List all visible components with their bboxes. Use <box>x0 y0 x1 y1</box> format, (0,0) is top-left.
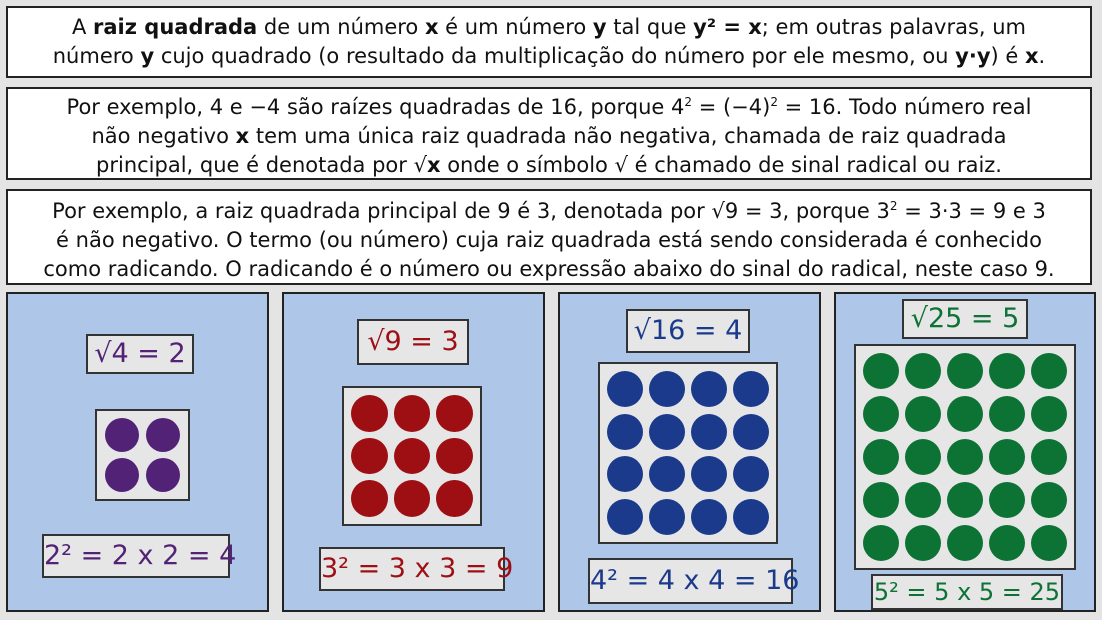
dot <box>394 395 431 432</box>
definition-line-1: A raiz quadrada de um número x é um número y tal que y² = x; em outras palavras, um <box>71 15 1026 39</box>
example-16-line-3: principal, que é denotada por √x onde o símbolo √ é chamado de sinal radical ou raiz. <box>96 153 1002 177</box>
root-label: √9 = 3 <box>357 319 469 365</box>
example-9-box <box>6 189 1092 285</box>
dot <box>351 395 388 432</box>
square-label: 2² = 2 x 2 = 4 <box>42 534 230 578</box>
dot <box>607 499 643 535</box>
dot <box>691 499 727 535</box>
dot <box>1031 396 1067 432</box>
root-label: √25 = 5 <box>902 299 1028 339</box>
dot <box>989 439 1025 475</box>
dot <box>105 458 139 492</box>
dot <box>1031 525 1067 561</box>
term-raiz-quadrada: raiz quadrada <box>93 15 258 39</box>
dot <box>1031 482 1067 518</box>
example-9-line-1: Por exemplo, a raiz quadrada principal de 9 é 3, denotada por √9 = 3, porque $3^2 = 3\cdot 3 = 9$ e 3 <box>52 199 1046 223</box>
dot <box>394 438 431 475</box>
dot <box>607 414 643 450</box>
panel-sqrt-16 <box>558 292 821 612</box>
dot <box>146 418 180 452</box>
dot <box>436 438 473 475</box>
definition-box <box>6 6 1092 78</box>
dot <box>863 353 899 389</box>
dot <box>905 525 941 561</box>
example-16-line-2: não negativo x tem uma única raiz quadrada não negativa, chamada de raiz quadrada <box>91 124 1007 148</box>
dot <box>863 482 899 518</box>
dot <box>607 456 643 492</box>
dot <box>947 439 983 475</box>
dot <box>733 456 769 492</box>
dot <box>947 396 983 432</box>
dot <box>351 438 388 475</box>
dot-grid <box>598 362 778 544</box>
dot <box>905 482 941 518</box>
root-label: √16 = 4 <box>626 309 750 353</box>
dot <box>905 396 941 432</box>
panel-sqrt-4 <box>6 292 269 612</box>
dot <box>649 499 685 535</box>
dot <box>105 418 139 452</box>
square-label: 4² = 4 x 4 = 16 <box>588 558 793 604</box>
square-label: 5² = 5 x 5 = 25 <box>871 574 1063 610</box>
panel-sqrt-9 <box>282 292 545 612</box>
dot <box>947 525 983 561</box>
dot <box>733 499 769 535</box>
dot-grid <box>854 344 1076 570</box>
dot <box>947 482 983 518</box>
dot <box>989 525 1025 561</box>
example-16-line-1: Por exemplo, 4 e −4 são raízes quadradas de 16, porque $4^2 = (-4)^2 = 16$. Todo número real <box>66 95 1032 119</box>
dot <box>905 353 941 389</box>
dot <box>436 480 473 517</box>
example-9-line-2: é não negativo. O termo (ou número) cuja raiz quadrada está sendo considerada é conhecido <box>56 228 1042 252</box>
example-9-line-3: como radicando. O radicando é o número ou expressão abaixo do sinal do radical, neste caso 9. <box>43 257 1055 281</box>
dot <box>733 414 769 450</box>
dot <box>989 482 1025 518</box>
dot <box>863 439 899 475</box>
dot <box>649 456 685 492</box>
dot <box>607 371 643 407</box>
dot <box>863 525 899 561</box>
dot <box>351 480 388 517</box>
dot <box>691 456 727 492</box>
dot <box>146 458 180 492</box>
dot <box>947 353 983 389</box>
dot <box>649 414 685 450</box>
root-label: √4 = 2 <box>86 334 194 374</box>
dot <box>649 371 685 407</box>
dot <box>691 371 727 407</box>
definition-line-2: número y cujo quadrado (o resultado da multiplicação do número por ele mesmo, ou y·y) é x. <box>52 44 1046 68</box>
dot <box>989 396 1025 432</box>
dot <box>863 396 899 432</box>
dot <box>691 414 727 450</box>
square-label: 3² = 3 x 3 = 9 <box>319 547 505 591</box>
panel-sqrt-25 <box>834 292 1096 612</box>
dot <box>394 480 431 517</box>
dot <box>1031 439 1067 475</box>
example-16-box <box>6 87 1092 180</box>
dot <box>905 439 941 475</box>
dot <box>1031 353 1067 389</box>
dot <box>436 395 473 432</box>
dot <box>989 353 1025 389</box>
dot-grid <box>342 386 482 526</box>
dot <box>733 371 769 407</box>
dot-grid <box>95 409 190 501</box>
